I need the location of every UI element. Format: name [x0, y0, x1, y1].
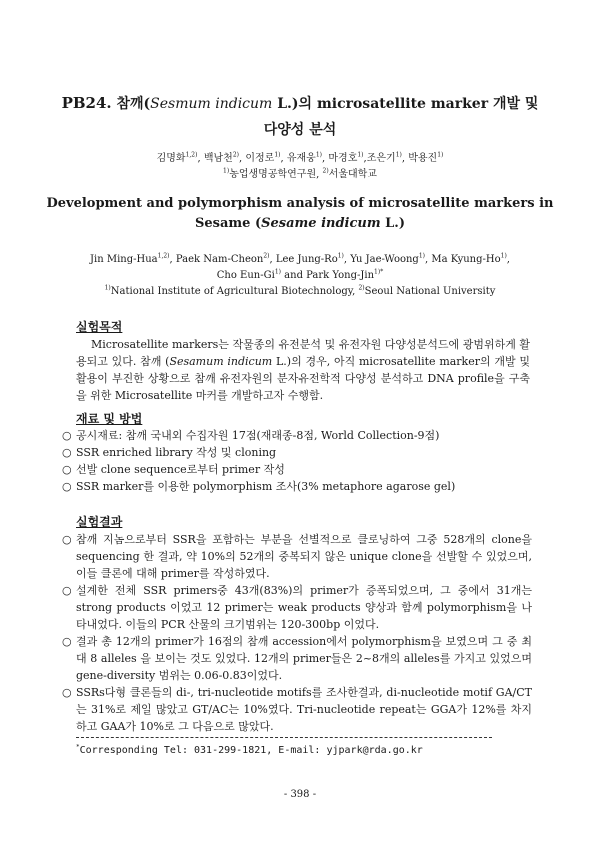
affiliation-mark: 1) — [223, 167, 230, 175]
authors-korean — [60, 151, 540, 183]
species-name: Sesmum indicum — [150, 96, 273, 112]
affiliation-mark: 2) — [232, 151, 239, 159]
affiliation: 서울대학교 — [328, 169, 377, 180]
list-item — [62, 427, 532, 444]
author-separator: , — [322, 153, 329, 164]
bullet-circle-icon: ○ — [62, 584, 72, 597]
affiliation-mark: 1) — [418, 252, 425, 260]
list-item-text: 참깨 지놈으로부터 SSR을 포함하는 부분을 선별적으로 클로닝하여 그중 528개의 clone을 sequencing 한 결과, 약 10%의 52개의 중복되지 않은 unique clone을 선발할 수 있었으며, 이들 클론에 대해 primer를 작성하였다. — [76, 533, 532, 580]
title-text: L.)의 microsatellite marker 개발 및 — [272, 96, 539, 112]
author-name: 김명화 — [156, 153, 186, 164]
author-separator: , — [269, 254, 276, 265]
bullet-circle-icon: ○ — [62, 463, 72, 476]
section-heading-objective: 실험목적 — [76, 320, 123, 334]
list-item — [62, 633, 532, 684]
affiliation-mark: 1)* — [374, 268, 384, 276]
paragraph-text: Microsatellite markers는 작물종의 유전분석 및 유전자원 다양성분석드에 광범위하게 활용되고 있다. 참깨 ( — [76, 338, 530, 368]
author-name: Park Yong-Jin — [306, 270, 375, 281]
title-text: L.) — [380, 216, 405, 231]
author-name: 이정로 — [245, 153, 275, 164]
author-name: Ma Kyung-Ho — [431, 254, 501, 265]
author-separator: and — [280, 270, 307, 281]
author-name: Paek Nam-Cheon — [175, 254, 264, 265]
affiliation-mark: 2) — [322, 167, 329, 175]
list-item — [62, 478, 532, 495]
title-line-2: 다양성 분석 — [263, 122, 337, 138]
results-list — [62, 531, 532, 735]
bullet-circle-icon: ○ — [62, 533, 72, 546]
authors-english — [40, 252, 560, 300]
bullet-circle-icon: ○ — [62, 446, 72, 459]
species-name: Sesamum indicum — [169, 355, 273, 368]
list-item — [62, 684, 532, 735]
affiliation-mark: 2) — [263, 252, 270, 260]
objective-paragraph — [76, 336, 530, 404]
affiliation: Seoul National University — [364, 286, 496, 297]
author-name: 조은기 — [366, 153, 396, 164]
author-separator: , — [425, 254, 432, 265]
affiliation-mark: 1) — [500, 252, 507, 260]
affiliation: National Institute of Agricultural Biotechnology, — [110, 286, 359, 297]
author-separator: , — [343, 254, 351, 265]
author-name: 유재웅 — [286, 153, 316, 164]
author-list — [60, 151, 540, 167]
author-separator: , — [280, 153, 287, 164]
list-item-text: 설계한 전체 SSR primers중 43개(83%)의 primer가 증폭되었으며, 그 중에서 31개는 strong products 이었고 12 primer는 weak products 양상과 함께 polymorphism을 나타내었다. 이들의 PCR 산물의 크기범위는 120-300bp 이었다. — [76, 584, 532, 631]
title-line-1: Development and polymorphism analysis of microsatellite markers in — [46, 196, 554, 211]
affiliation-mark: 1,2) — [185, 151, 198, 159]
title-line-2 — [40, 214, 560, 234]
bullet-circle-icon: ○ — [62, 686, 72, 699]
section-heading-results: 실험결과 — [76, 515, 123, 529]
author-separator: , — [169, 254, 176, 265]
section-heading-methods: 재료 및 방법 — [76, 412, 143, 426]
affiliations-korean — [60, 167, 540, 183]
author-name: Jin Ming-Hua — [90, 254, 158, 265]
author-separator: , — [197, 153, 204, 164]
list-item-text: SSR enriched library 작성 및 cloning — [76, 446, 277, 459]
abstract-code: PB24. — [61, 94, 112, 112]
affiliations-english — [40, 284, 560, 300]
affiliation-mark: 1) — [437, 151, 444, 159]
author-separator: , — [363, 153, 367, 164]
title-text: Sesame ( — [195, 216, 262, 231]
title-line-1 — [60, 94, 540, 113]
list-item-text: SSR marker를 이용한 polymorphism 조사(3% metaphore agarose gel) — [76, 480, 456, 493]
author-separator: , — [506, 254, 510, 265]
affiliation-mark: 1,2) — [157, 252, 170, 260]
affiliation-mark: 1) — [274, 151, 281, 159]
affiliation: 농업생명공학연구원, — [229, 169, 323, 180]
author-name: 마경호 — [328, 153, 358, 164]
bullet-circle-icon: ○ — [62, 429, 72, 442]
footnote-text: Corresponding Tel: 031-299-1821, E-mail: yjpark@rda.go.kr — [79, 745, 423, 756]
paper-title-english — [40, 194, 560, 234]
affiliation-mark: 1) — [395, 151, 402, 159]
affiliation-mark: 1) — [357, 151, 364, 159]
paper-title-korean — [60, 94, 540, 139]
author-name: Yu Jae-Woong — [350, 254, 419, 265]
methods-list — [62, 427, 532, 495]
page-number: - 398 - — [283, 789, 317, 800]
author-list-line-1 — [40, 252, 560, 268]
list-item — [62, 461, 532, 478]
author-name: 백남천 — [203, 153, 233, 164]
author-list-line-2 — [40, 268, 560, 284]
list-item-text: SSRs다형 클론들의 di-, tri-nucleotide motifs를 조사한결과, di-nucleotide motif GA/CT는 31%로 제일 많았고 GT/AC는 10%였다. Tri-nucleotide repeat는 GGA가 12%를 차지하고 GAA가 10%로 그 다음으로 많았다. — [76, 686, 532, 733]
author-separator: , — [238, 153, 246, 164]
list-item-text: 결과 총 12개의 primer가 16점의 참깨 accession에서 polymorphism을 보였으며 그 중 최대 8 alleles 을 보이는 것도 있었다. 12개의 primer들은 2~8개의 alleles를 가지고 있었으며 gene-diversity 범위는 0.06-0.83이었다. — [76, 635, 532, 682]
bullet-circle-icon: ○ — [62, 480, 72, 493]
affiliation-mark: 1) — [337, 252, 344, 260]
footnote-divider — [76, 737, 492, 738]
author-name: 박용진 — [408, 153, 438, 164]
paragraph-text: L.)의 경우, 아직 microsatellite marker의 개발 및 활용이 부진한 상황으로 참깨 유전자원의 분자유전학적 다양성 분석하고 DNA profile을 구축을 위한 Microsatellite 마커를 개발하고자 수행함. — [76, 355, 531, 402]
title-text: 참깨( — [111, 96, 151, 112]
list-item — [62, 444, 532, 461]
species-name: Sesame indicum — [261, 216, 381, 231]
list-item — [62, 582, 532, 633]
list-item-text: 선발 clone sequence로부터 primer 작성 — [76, 463, 285, 476]
affiliation-mark: 2) — [358, 284, 365, 292]
list-item-text: 공시재료: 참깨 국내외 수집자원 17점(재래종-8점, World Collection-9점) — [76, 429, 440, 442]
author-name: Lee Jung-Ro — [275, 254, 338, 265]
corresponding-footnote — [76, 745, 423, 756]
affiliation-mark: 1) — [315, 151, 323, 159]
affiliation-mark: 1) — [104, 284, 111, 292]
author-separator: , — [401, 153, 409, 164]
bullet-circle-icon: ○ — [62, 635, 72, 648]
list-item — [62, 531, 532, 582]
affiliation-mark: 1) — [274, 268, 281, 276]
author-name: Cho Eun-Gi — [216, 270, 275, 281]
footnote-mark: * — [76, 743, 80, 751]
